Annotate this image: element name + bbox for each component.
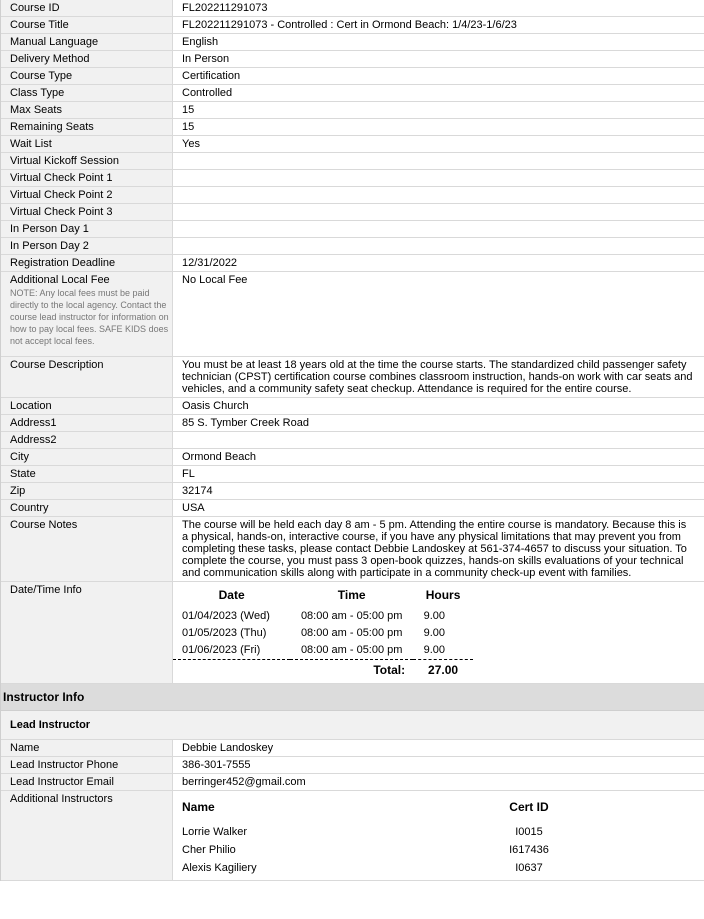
additional-instructors-row xyxy=(1,791,704,881)
detail-value xyxy=(173,238,704,254)
lead-instructor-label: Name xyxy=(1,740,173,756)
detail-label: Virtual Check Point 3 xyxy=(1,204,173,220)
instructor-row xyxy=(182,824,602,842)
detail-label: Virtual Check Point 2 xyxy=(1,187,173,203)
location-value: USA xyxy=(182,502,205,514)
detail-label: In Person Day 1 xyxy=(1,221,173,237)
detail-value: FL202211291073 xyxy=(182,2,268,14)
instructor-cert-id: I0015 xyxy=(515,826,543,838)
datetime-value xyxy=(173,582,704,683)
lead-instructor-row xyxy=(1,757,704,774)
location-row xyxy=(1,398,704,415)
instructor-cert-id: I617436 xyxy=(509,844,549,856)
lead-instructor-title: Lead Instructor xyxy=(1,711,704,740)
time-header: Time xyxy=(337,588,366,602)
lead-instructor-rows xyxy=(1,740,704,791)
detail-label: Delivery Method xyxy=(1,51,173,67)
session-hours: 9.00 xyxy=(423,610,445,622)
location-row xyxy=(1,449,704,466)
detail-label: Remaining Seats xyxy=(1,119,173,135)
detail-label: Class Type xyxy=(1,85,173,101)
lead-instructor-label: Lead Instructor Email xyxy=(1,774,173,790)
instructor-row xyxy=(182,842,602,860)
location-value: Oasis Church xyxy=(182,400,249,412)
detail-row xyxy=(1,85,704,102)
description-label: Course Description xyxy=(1,357,173,397)
additional-instructors-label: Additional Instructors xyxy=(1,791,173,880)
detail-row xyxy=(1,221,704,238)
detail-value: Yes xyxy=(182,138,200,150)
instructor-name: Alexis Kagiliery xyxy=(182,862,257,874)
instructor-name-header: Name xyxy=(182,800,215,814)
session-time: 08:00 am - 05:00 pm xyxy=(300,627,403,639)
session-table xyxy=(173,584,473,681)
date-header: Date xyxy=(218,588,245,602)
datetime-row xyxy=(1,582,704,684)
detail-label: Course ID xyxy=(1,0,173,16)
local-fee-value: No Local Fee xyxy=(182,274,248,286)
detail-label: Wait List xyxy=(1,136,173,152)
session-row xyxy=(173,608,473,625)
detail-value xyxy=(173,204,704,220)
detail-label: Manual Language xyxy=(1,34,173,50)
lead-instructor-label: Lead Instructor Phone xyxy=(1,757,173,773)
location-label: Zip xyxy=(1,483,173,499)
detail-label: In Person Day 2 xyxy=(1,238,173,254)
notes-row xyxy=(1,517,704,582)
detail-label: Course Type xyxy=(1,68,173,84)
detail-row xyxy=(1,153,704,170)
course-info-rows xyxy=(1,0,704,272)
location-label: Address2 xyxy=(1,432,173,448)
detail-label: Virtual Check Point 1 xyxy=(1,170,173,186)
lead-instructor-value: berringer452@gmail.com xyxy=(182,776,306,788)
detail-label: Max Seats xyxy=(1,102,173,118)
detail-label: Course Title xyxy=(1,17,173,33)
description-row xyxy=(1,357,704,398)
lead-instructor-value: 386-301-7555 xyxy=(182,759,251,771)
session-hours: 9.00 xyxy=(423,627,445,639)
local-fee-label-cell xyxy=(1,272,173,356)
detail-value xyxy=(173,221,704,237)
location-label: City xyxy=(1,449,173,465)
session-row xyxy=(173,625,473,642)
location-value: Ormond Beach xyxy=(182,451,256,463)
detail-row xyxy=(1,34,704,51)
detail-row xyxy=(1,255,704,272)
detail-value: Certification xyxy=(182,70,241,82)
location-label: State xyxy=(1,466,173,482)
total-value: 27.00 xyxy=(428,663,459,677)
detail-row xyxy=(1,204,704,221)
location-label: Location xyxy=(1,398,173,414)
session-time: 08:00 am - 05:00 pm xyxy=(300,644,403,656)
location-rows xyxy=(1,398,704,517)
detail-value: 15 xyxy=(182,121,195,133)
instructor-name: Lorrie Walker xyxy=(182,826,247,838)
location-row xyxy=(1,466,704,483)
location-label: Country xyxy=(1,500,173,516)
location-value: 85 S. Tymber Creek Road xyxy=(182,417,309,429)
location-value: 32174 xyxy=(182,485,213,497)
detail-value: Controlled xyxy=(182,87,233,99)
session-row xyxy=(173,642,473,659)
instructor-row xyxy=(182,860,602,878)
instructor-section-title: Instructor Info xyxy=(1,684,704,711)
detail-row xyxy=(1,17,704,34)
detail-row xyxy=(1,187,704,204)
location-row xyxy=(1,500,704,517)
additional-instructors-table xyxy=(182,793,602,878)
location-row xyxy=(1,432,704,449)
datetime-label: Date/Time Info xyxy=(1,582,173,683)
detail-label: Virtual Kickoff Session xyxy=(1,153,173,169)
detail-row xyxy=(1,0,704,17)
detail-row xyxy=(1,238,704,255)
location-value: FL xyxy=(182,468,195,480)
detail-row xyxy=(1,170,704,187)
detail-row xyxy=(1,119,704,136)
instructor-name: Cher Philio xyxy=(182,844,236,856)
detail-value xyxy=(173,153,704,169)
session-time: 08:00 am - 05:00 pm xyxy=(300,610,403,622)
detail-value: English xyxy=(182,36,219,48)
local-fee-label: Additional Local Fee xyxy=(10,274,110,286)
detail-label: Registration Deadline xyxy=(1,255,173,271)
lead-instructor-value: Debbie Landoskey xyxy=(182,742,274,754)
detail-value: 15 xyxy=(182,104,195,116)
detail-row xyxy=(1,51,704,68)
lead-instructor-row xyxy=(1,774,704,791)
detail-row xyxy=(1,102,704,119)
detail-value: FL202211291073 - Controlled : Cert in Ormond Beach: 1/4/23-1/6/23 xyxy=(182,19,517,31)
detail-value: 12/31/2022 xyxy=(182,257,238,269)
additional-instructors-value xyxy=(173,791,704,880)
local-fee-note: NOTE: Any local fees must be paid directly to the local agency. Contact the course lead instructor for information on how to pay local fees. SAFE KIDS does not accept local fees. xyxy=(10,288,169,346)
hours-header: Hours xyxy=(425,588,461,602)
location-row xyxy=(1,483,704,500)
detail-value: In Person xyxy=(182,53,230,65)
total-label: Total: xyxy=(373,663,406,677)
detail-row xyxy=(1,68,704,85)
lead-instructor-row xyxy=(1,740,704,757)
instructor-cert-id: I0637 xyxy=(515,862,543,874)
notes-label: Course Notes xyxy=(1,517,173,581)
notes-value: The course will be held each day 8 am - 5 pm. Attending the entire course is mandatory. Because this is a physical, hands-on, interactive course, if you have any physical limitations that may prevent you from completing these tasks, please contact Debbie Landoskey at 561-374-4657 to discuss your situation. To complete the course, you must pass 3 open-book quizzes, hands-on skills evaluations of your technical and communication skills along with participate in a community check-up event with families. xyxy=(182,519,687,579)
session-date: 01/04/2023 (Wed) xyxy=(182,610,270,622)
location-value xyxy=(173,432,704,448)
cert-id-header: Cert ID xyxy=(509,800,549,814)
description-value: You must be at least 18 years old at the time the course starts. The standardized child passenger safety technician (CPST) certification course combines classroom instruction, hands-on work with car seats and vehicles, and a community safety seat checkup. Attendance is required for the entire course. xyxy=(182,359,693,395)
session-date: 01/05/2023 (Thu) xyxy=(182,627,267,639)
session-hours: 9.00 xyxy=(423,644,445,656)
detail-value xyxy=(173,187,704,203)
local-fee-row xyxy=(1,272,704,357)
location-label: Address1 xyxy=(1,415,173,431)
location-row xyxy=(1,415,704,432)
session-date: 01/06/2023 (Fri) xyxy=(182,644,261,656)
detail-row xyxy=(1,136,704,153)
detail-value xyxy=(173,170,704,186)
